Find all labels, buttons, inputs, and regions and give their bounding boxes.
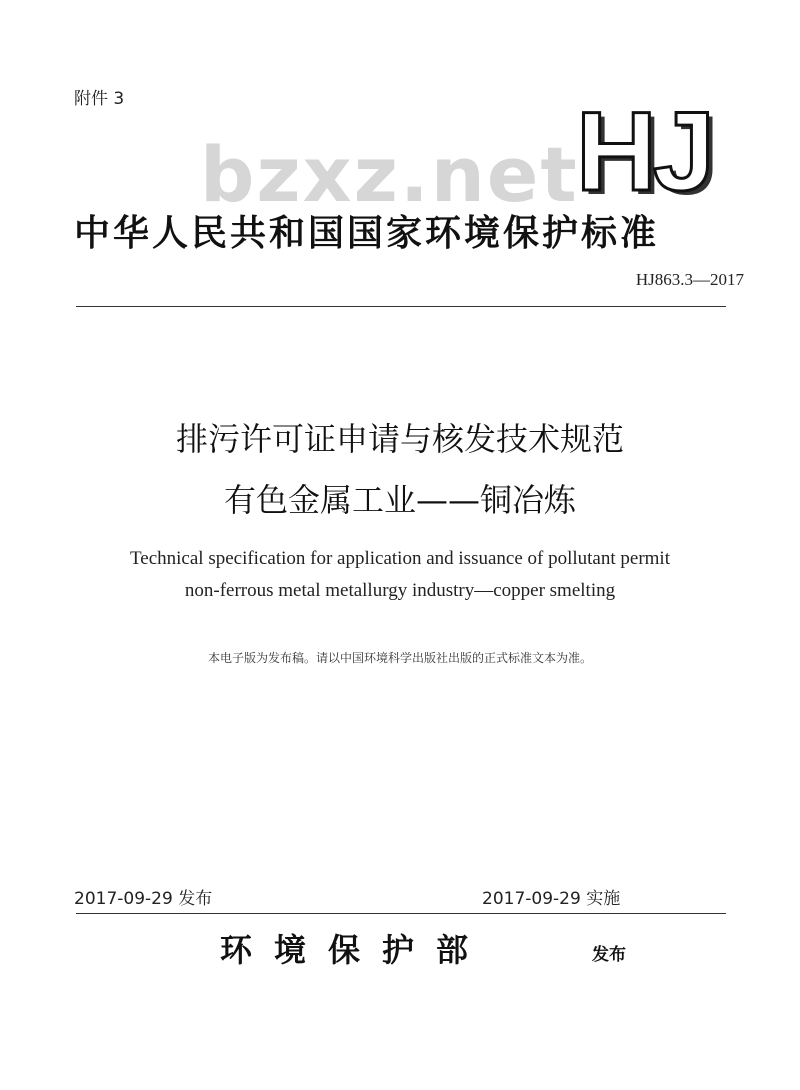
release-date: 2017-09-29 发布	[74, 889, 213, 909]
issuing-department: 环境保护部	[220, 931, 491, 969]
top-divider	[76, 306, 726, 307]
issue-label: 发布	[592, 945, 626, 965]
issuing-standard-title: 中华人民共和国国家环境保护标准	[74, 212, 660, 254]
title-en-line-2: non-ferrous metal metallurgy industry—copper smelting	[184, 580, 616, 601]
title-cn-line-2: 有色金属工业——铜冶炼	[223, 481, 576, 519]
bottom-divider	[76, 913, 726, 914]
title-cn-line-1: 排污许可证申请与核发技术规范	[175, 420, 624, 458]
hj-logo: HJ	[576, 89, 712, 214]
electronic-version-note: 本电子版为发布稿。请以中国环境科学出版社出版的正式标准文本为准。	[207, 651, 592, 665]
title-en-line-1: Technical specification for application and issuance of pollutant permit	[130, 548, 670, 569]
standard-code: HJ863.3—2017	[635, 270, 744, 289]
attachment-label: 附件 3	[74, 89, 125, 109]
watermark: bzxz.net	[200, 130, 579, 219]
effective-date: 2017-09-29 实施	[482, 889, 621, 909]
